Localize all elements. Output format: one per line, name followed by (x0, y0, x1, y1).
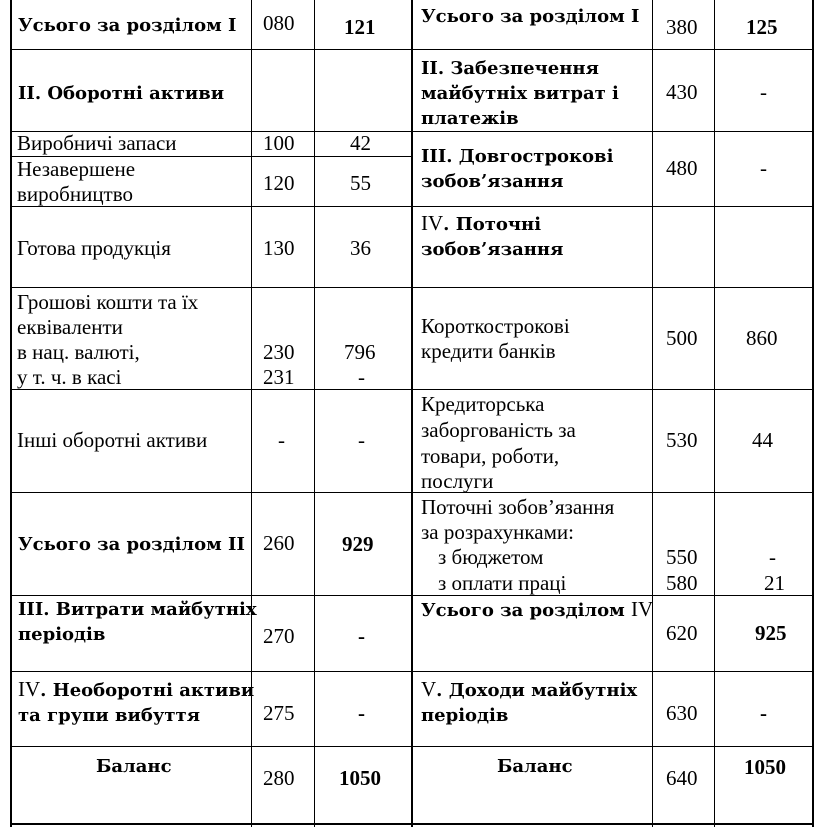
row-value: 21 (764, 571, 785, 595)
line-code: 580 (666, 571, 698, 595)
line-code: 231 (263, 365, 295, 389)
section-heading: та групи вибуття (18, 705, 201, 726)
row-value: 36 (350, 236, 371, 260)
section-heading: зобов’язання (421, 171, 564, 192)
total-value: 121 (344, 15, 376, 39)
row-value: - (760, 701, 767, 725)
total-value: 125 (746, 15, 778, 39)
line-code: 500 (666, 326, 698, 350)
table-border (812, 0, 814, 827)
row-label: Поточні зобов’язання (421, 495, 615, 519)
row-label: товари, роботи, (421, 444, 560, 468)
row-label: з бюджетом (438, 545, 544, 569)
line-code: 380 (666, 15, 698, 39)
row-label: еквіваленти (17, 315, 123, 339)
row-label: за розрахунками: (421, 520, 574, 544)
section-heading (421, 677, 637, 703)
line-code: 270 (263, 624, 295, 648)
row-label: заборгованість за (421, 418, 576, 442)
row-divider (412, 131, 814, 132)
row-label: Грошові кошти та їх (17, 290, 199, 314)
line-code: 275 (263, 701, 295, 725)
section-heading: періодів (421, 705, 509, 726)
line-code: 260 (263, 531, 295, 555)
section-heading: платежів (421, 108, 519, 129)
section-total-label (421, 597, 653, 623)
row-divider (412, 206, 814, 207)
section-heading: ІІ. Оборотні активи (18, 83, 225, 104)
heading-text: . Необоротні активи (40, 680, 255, 701)
balance-label: Баланс (497, 756, 573, 777)
section-heading: зобов’язання (421, 239, 564, 260)
row-divider (10, 287, 412, 288)
section-heading: майбутніх витрат і (421, 83, 619, 104)
heading-text: . Поточні (443, 214, 542, 235)
total-value: 925 (755, 621, 787, 645)
line-code: 280 (263, 766, 295, 790)
table-border (10, 0, 12, 827)
section-heading (18, 677, 254, 703)
section-heading: ІІ. Забезпечення (421, 58, 599, 79)
line-code: 100 (263, 131, 295, 155)
balance-value: 1050 (339, 766, 381, 790)
section-heading: періодів (18, 624, 106, 645)
row-label: Готова продукція (17, 236, 171, 260)
table-border (411, 0, 413, 827)
line-code: 530 (666, 428, 698, 452)
row-value: 55 (350, 171, 371, 195)
row-label: з оплати праці (438, 571, 567, 595)
line-code: 130 (263, 236, 295, 260)
section-heading: ІІІ. Витрати майбутніх (18, 599, 257, 620)
table-border (652, 0, 653, 827)
roman-numeral: V (421, 677, 437, 701)
roman-numeral: ІV (18, 677, 41, 701)
row-divider (10, 49, 412, 50)
row-label: у т. ч. в касі (17, 365, 122, 389)
balance-label: Баланс (96, 756, 172, 777)
row-value: 860 (746, 326, 778, 350)
row-divider (10, 746, 412, 747)
line-code: 080 (263, 11, 295, 35)
row-divider (10, 206, 412, 207)
row-divider (10, 671, 412, 672)
row-label: кредити банків (421, 339, 556, 363)
row-divider (412, 49, 814, 50)
row-label: в нац. валюті, (17, 340, 140, 364)
heading-text: Усього за розділом (421, 600, 625, 621)
row-divider (412, 389, 814, 390)
line-code: 630 (666, 701, 698, 725)
row-label: Кредиторська (421, 392, 545, 416)
line-code: 480 (666, 156, 698, 180)
line-code: - (278, 428, 285, 452)
total-value: 929 (342, 532, 374, 556)
row-label: Виробничі запаси (17, 131, 177, 155)
line-code: 430 (666, 80, 698, 104)
row-value: - (358, 428, 365, 452)
row-divider (10, 492, 412, 493)
row-divider (10, 595, 412, 596)
row-divider (412, 287, 814, 288)
table-border (314, 0, 315, 827)
line-code: 640 (666, 766, 698, 790)
table-border (714, 0, 715, 827)
row-value: 44 (752, 428, 773, 452)
row-divider (412, 595, 814, 596)
row-value: - (358, 624, 365, 648)
line-code: 550 (666, 545, 698, 569)
row-divider (10, 389, 412, 390)
row-value: - (760, 80, 767, 104)
row-value: 796 (344, 340, 376, 364)
line-code: 620 (666, 621, 698, 645)
row-value: 42 (350, 131, 371, 155)
section-total-label: Усього за розділом ІІ (18, 534, 245, 555)
heading-text: . Доходи майбутніх (436, 680, 638, 701)
line-code: 120 (263, 171, 295, 195)
row-divider (412, 746, 814, 747)
line-code: 230 (263, 340, 295, 364)
section-heading: ІІІ. Довгострокові (421, 146, 614, 167)
row-label: Незавершене (17, 157, 136, 181)
row-value: - (769, 545, 776, 569)
row-label: послуги (421, 469, 494, 493)
section-total-label: Усього за розділом І (421, 6, 640, 27)
row-divider (412, 671, 814, 672)
row-value: - (760, 156, 767, 180)
row-value: - (358, 701, 365, 725)
roman-numeral: ІV (421, 211, 444, 235)
section-total-label: Усього за розділом І (18, 15, 237, 36)
row-divider (10, 823, 814, 825)
roman-numeral: ІV (631, 597, 654, 621)
row-label: Інші оборотні активи (17, 428, 208, 452)
balance-value: 1050 (744, 755, 786, 779)
row-label: виробництво (17, 182, 134, 206)
row-value: - (358, 365, 365, 389)
row-label: Короткострокові (421, 314, 570, 338)
section-heading (421, 211, 541, 237)
